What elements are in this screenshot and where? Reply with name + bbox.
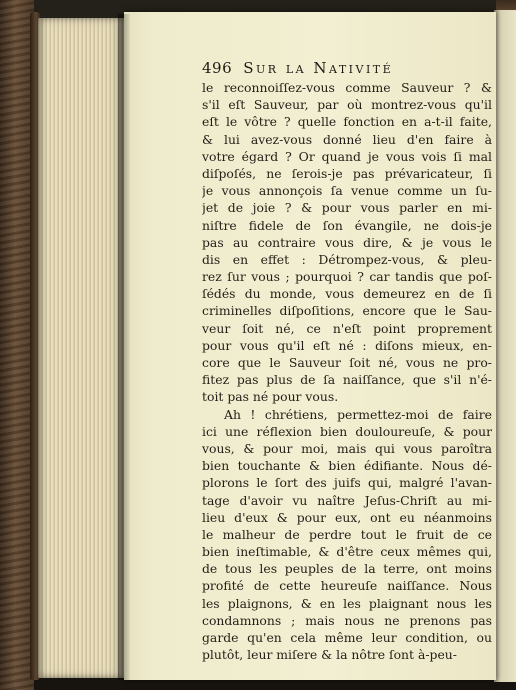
text-line: vous, & pour moi, mais qui vous paroîtra [202,440,492,456]
text-line: toit pas né pour vous. [202,389,339,405]
text-line: de tous les peuples de la terre, ont moins [202,561,492,577]
facing-page-edge [494,10,516,682]
text-line: diſpoſés, ne ſerois-je pas prévaricateur, ſi [202,165,492,181]
running-title: Sur la Nativité [243,59,394,77]
text-line: criminelles diſpoſitions, encore que le Sau- [202,303,492,319]
paragraph [202,79,492,406]
text-line: core que le Sauveur ſoit né, vous ne pro- [202,355,492,370]
text-line: je vous annonçois ſa venue comme un ſu- [202,183,492,199]
text-line: plorons le ſort des juifs qui, malgré l'avan- [202,475,492,491]
page-stack-edge [38,18,124,678]
page-gutter-shadow [118,14,130,680]
text-line: le malheur de perdre tout le fruit de ce [202,526,492,542]
text-line: le reconnoiſſez-vous comme Sauveur ? & [202,80,492,95]
text-line: lieu d'eux & pour eux, ont eu néanmoins [202,509,492,525]
text-line: bien touchante & bien édifiante. Nous dé- [202,458,492,474]
text-line: pour vous qu'il eſt né : diſons mieux, en- [202,337,492,353]
text-line: s'il eſt Sauveur, par où montrez-vous qu'il [202,97,492,113]
text-line: plutôt, leur miſere & la nôtre ſont à-peu- [202,647,457,663]
text-line: veur ſoit né, ce n'eſt point proprement [202,320,492,336]
leather-cover [0,0,34,690]
text-line: ſédés du monde, vous demeurez en de ſi [202,286,492,302]
text-line: pas au contraire vous dire, & je vous le [202,234,492,250]
text-line: bien ineſtimable, & d'être ceux mêmes qui, [202,544,492,560]
paragraph [202,406,492,664]
page-header [202,58,492,80]
text-line: eſt le vôtre ? quelle fonction en a-t-il faite, [202,114,492,130]
body-text [202,79,492,663]
text-line: Ah ! chrétiens, permettez-moi de faire [224,406,492,422]
text-line: votre égard ? Or quand je vous vois ſi mal [202,148,492,164]
text-line: niſtre fidele de ſon évangile, ne dois-je [202,217,492,233]
text-line: ici une réflexion bien douloureuſe, & pour [202,423,492,439]
text-line: & lui avez-vous donné lieu d'en faire à [202,131,492,147]
text-line: fitez pas plus de ſa naiſſance, que s'il n'é- [202,372,492,388]
text-line: garde qu'en cela même leur condition, ou [202,630,492,645]
page-number: 496 [202,59,233,77]
text-line: dis en effet : Détrompez-vous, & pleu- [202,251,492,267]
text-line: tage d'avoir vu naître Jeſus-Chriſt au mi- [202,492,492,508]
text-line: jet de joie ? & pour vous parler en mi- [202,200,492,216]
text-line: les plaignons, & en les plaignant nous les [202,595,492,611]
text-line: condamnons ; mais nous ne prenons pas [202,612,492,628]
text-line: profité de cette heureuſe naiſſance. Nous [202,578,492,594]
text-line: rez ſur vous ; pourquoi ? car tandis que poſ- [202,269,492,285]
